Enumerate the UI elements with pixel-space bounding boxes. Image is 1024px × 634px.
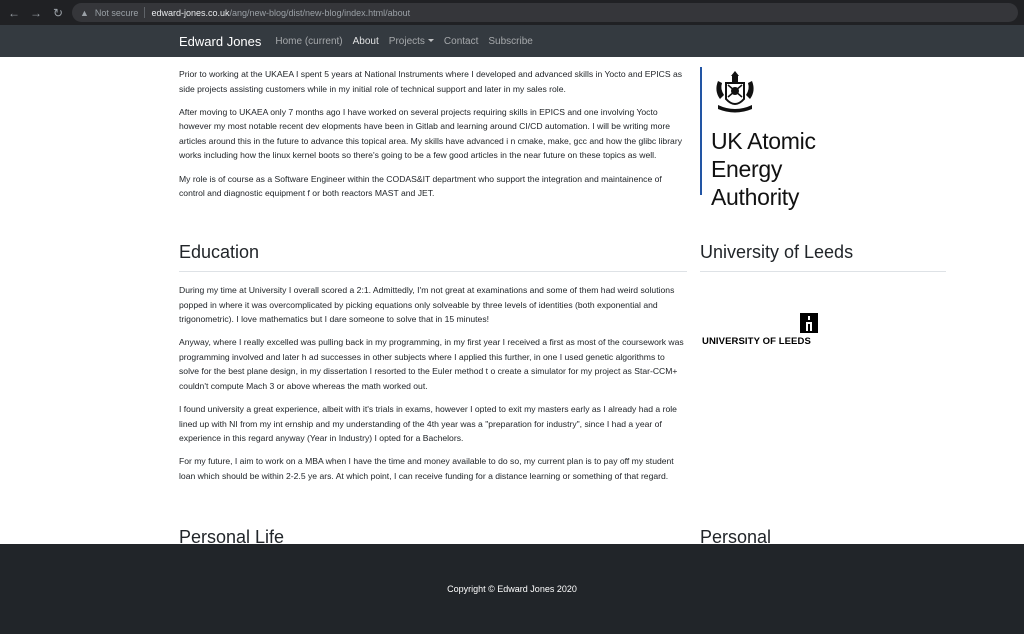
crest-icon [712, 69, 758, 115]
ukaea-wordmark [711, 127, 816, 211]
tower-icon [800, 313, 818, 333]
logo-accent-bar [700, 67, 702, 195]
brand-link[interactable]: Edward Jones [179, 33, 262, 49]
back-arrow-icon[interactable]: ← [8, 5, 20, 20]
not-secure-label: Not secure [94, 7, 139, 18]
nav-contact[interactable]: Contact [443, 35, 479, 47]
forward-arrow-icon[interactable]: → [30, 5, 42, 20]
intro-paragraph: Prior to working at the UKAEA I spent 5 years at National Instruments where I developed and advanced skills in Yocto and EPICS as side projects assisting customers while in my initial role of technical support and later in my sales role. [179, 69, 683, 94]
site-navbar [0, 25, 1024, 57]
footer [0, 544, 1024, 634]
nav-projects-label: Projects [388, 35, 425, 47]
url-separator [144, 7, 145, 18]
nav-home[interactable]: Home (current) [275, 35, 343, 47]
leeds-section [700, 242, 946, 272]
copyright-text: Copyright © Edward Jones 2020 [447, 584, 577, 594]
education-paragraph: For my future, I aim to work on a MBA when I have the time and money available to do so, my current plan is to pay off my student loan which should be within 2-2.5 ye ars. At which point, I can receive funding for a distance learning or something of that regard. [179, 456, 674, 482]
ukaea-logo [700, 67, 840, 210]
wordmark-line: UK Atomic [711, 128, 816, 154]
leeds-heading: University of Leeds [700, 242, 854, 262]
personal-heading: Personal [700, 527, 772, 544]
page-content [0, 57, 1024, 544]
warning-icon: ▲ [80, 7, 89, 18]
wordmark-line: Authority [711, 184, 800, 210]
personal-life-heading: Personal Life [179, 527, 285, 544]
nav-projects-dropdown[interactable] [389, 36, 434, 47]
nav-subscribe[interactable]: Subscribe [488, 35, 533, 47]
divider [700, 271, 946, 272]
url-path: /ang/new-blog/dist/new-blog/index.html/about [229, 7, 411, 18]
nav-about[interactable]: About [352, 35, 379, 47]
education-heading: Education [179, 242, 260, 262]
intro-paragraph: After moving to UKAEA only 7 months ago I have worked on several projects requiring skills in EPICS and one involving Yocto however my most notable recent dev elopments have been in Gitlab and learning around CI/CD automation. I will be writing more articles around this in the future to advance this topical area. My skills have advanced i n cmake, make, gcc and how the glibc library works including how the linux kernel boots so there's going to be a few good articles in the near future on these topics as well. [179, 106, 682, 161]
reload-icon[interactable]: ↻ [52, 5, 64, 20]
divider [179, 271, 687, 272]
leeds-wordmark: UNIVERSITY OF LEEDS [702, 336, 811, 347]
education-section [179, 242, 687, 492]
url-host: edward-jones.co.uk [151, 7, 230, 18]
address-bar[interactable] [72, 3, 1018, 22]
education-paragraph: Anyway, where I really excelled was pulling back in my programming, in my first year I received a first as most of the coursework was programming involved and later h ad successes in other subjects where I applied this further, in one I used genetic algorithms to solve for the best plane design, in my dissertation I resorted to the Euler method t o create a simulator for my project as Star-CCM+ couldn't compute Mach 3 or above whereas the math worked out. [179, 337, 684, 392]
leeds-logo [702, 313, 822, 347]
wordmark-line: Energy [711, 156, 783, 182]
caret-down-icon [428, 39, 434, 42]
main-column [179, 57, 687, 544]
education-paragraph: I found university a great experience, albeit with it's trials in exams, however I opted to exit my masters early as I already had a role lined up with NI from my int ernship and my understanding of the 4th year was a "preparation for industry", since I had a year of experience in this regard anyway (Year in Industry) I opted for a Bachelors. [179, 404, 677, 444]
education-paragraph: During my time at University I overall scored a 2:1. Admittedly, I'm not great at examinations and some of them had weird solutions popped in where it was overcomplicated by picking equations only solveable by three levels of identities (both exponential and trigonometric). I love mathematics but I dare someone to solve that in 15 minutes! [179, 285, 675, 325]
intro-paragraph: My role is of course as a Software Engineer within the CODAS&IT department who support the integration and maintainence of control and diagnostic equipment f or both reactors MAST and JET. [179, 173, 662, 199]
browser-toolbar [0, 0, 1024, 25]
intro-section [179, 57, 687, 201]
